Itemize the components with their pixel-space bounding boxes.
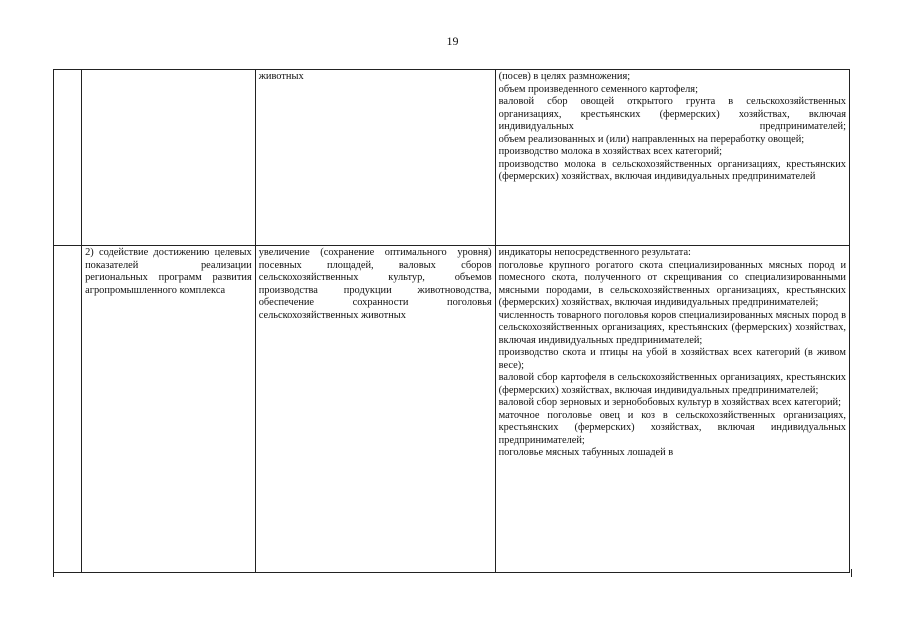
table-row [54,70,850,246]
table-row [54,246,850,573]
indicators-cell [495,246,849,573]
indicator-line: объем реализованных и (или) направленных на переработку овощей; [498,133,805,145]
goal-cell [255,70,495,246]
program-table [53,69,850,573]
row-number-cell [54,246,82,573]
indicator-line: объем произведенного семенного картофеля; [498,83,698,95]
indicator-line: производство скота и птицы на убой в хозяйствах всех категорий (в живом весе); [498,347,846,371]
indicator-line: маточное поголовье овец и коз в сельскохозяйственных организациях, крестьянских (фермерских) хозяйствах, включая индивидуальных предпринимателей; [498,409,846,446]
indicator-line: производство молока в хозяйствах всех категорий; [498,146,723,157]
indicator-line: поголовье мясных табунных лошадей в [498,447,674,458]
task-text: 2) содействие достижению целевых показателей реализации региональных программ развития агропромышленного комплекса [85,247,252,296]
indicator-line: производство молока в сельскохозяйственных организациях, крестьянских (фермерских) хозяйствах, включая индивидуальных предпринимателей [498,158,846,182]
indicator-line: валовой сбор овощей открытого грунта в сельскохозяйственных организациях, крестьянских (фермерских) хозяйствах, включая индивидуальных предпринимателей; [498,96,846,132]
goal-text: животных [258,71,304,82]
indicator-line: численность товарного поголовья коров специализированных мясных пород в сельскохозяйственных организациях, крестьянских (фермерских) хозяйствах, включая индивидуальных предпринимателей; [498,309,846,346]
goal-text: увеличение (сохранение оптимального уровня) посевных площадей, валовых сборов сельскохозяйственных культур, объемов производства продукции животноводства, обеспечение сохранности поголовья сельскохозяйственных животных [258,247,492,321]
indicator-line: индикаторы непосредственного результата: [498,247,691,258]
table-continuation [53,569,852,577]
indicator-line: (посев) в целях размножения; [498,71,631,82]
goal-cell [255,246,495,573]
indicators-cell [495,70,849,246]
task-cell [82,246,256,573]
indicator-line: поголовье крупного рогатого скота специализированных мясных пород и помесного скота, полученного от скрещивания со специализированными мясными породами, в сельскохозяйственных организациях, крестьянских (фермерских) хозяйствах, включая индивидуальных предпринимателей; [498,259,846,308]
indicator-line: валовой сбор зерновых и зернобобовых культур в хозяйствах всех категорий; [498,397,841,408]
indicator-line: валовой сбор картофеля в сельскохозяйственных организациях, крестьянских (фермерских) хозяйствах, включая индивидуальных предпринимателей; [498,372,846,396]
row-number-cell [54,70,82,246]
task-cell [82,70,256,246]
page-number: 19 [446,34,459,48]
